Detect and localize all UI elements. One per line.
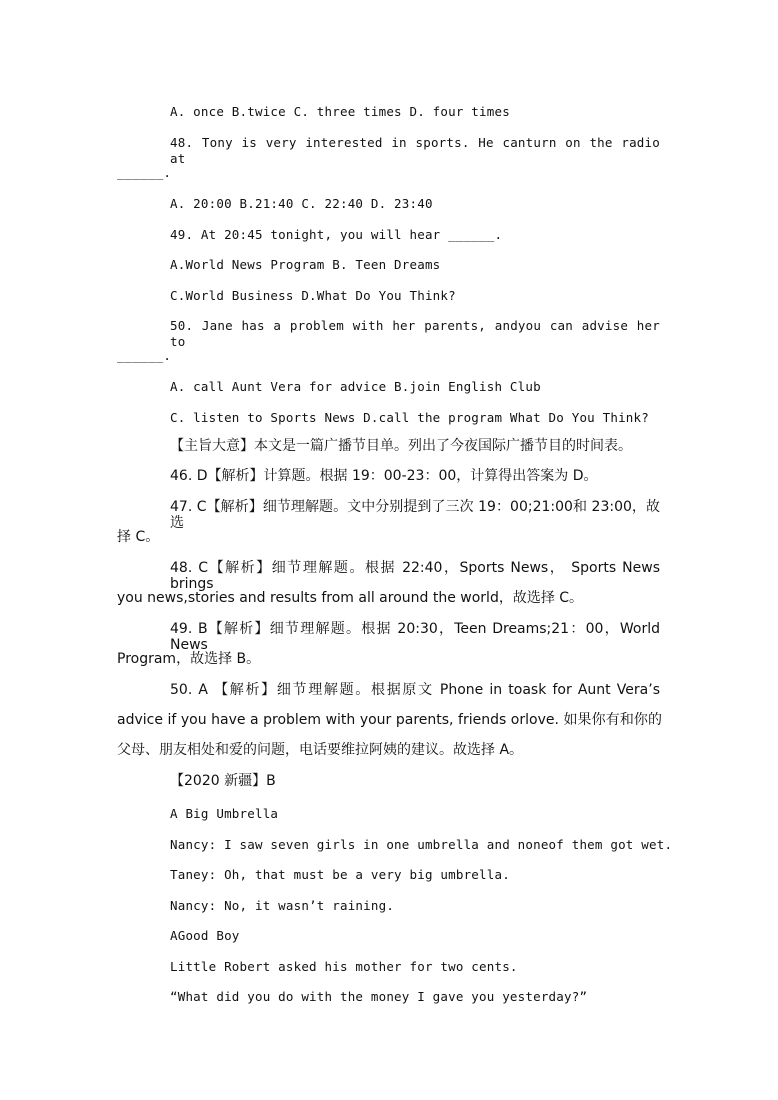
analysis-50: 50. A 【解析】细节理解题。根据原文 Phone in toask for Aunt Vera’s — [170, 682, 660, 698]
analysis-50-translation: 父母、朋友相处和爱的问题，电话要维拉阿姨的建议。故选择 A。 — [117, 742, 524, 758]
analysis-49-cont: Program，故选择 B。 — [117, 651, 261, 667]
question-48-blank: ______. — [117, 165, 172, 180]
answer-options-47: A. once B.twice C. three times D. four times — [170, 104, 510, 119]
analysis-47-cont: 择 C。 — [117, 529, 160, 545]
analysis-47: 47. C【解析】细节理解题。文中分别提到了三次 19：00;21:00和 23:00，故选 — [170, 499, 660, 531]
story-title-1: A Big Umbrella — [170, 806, 279, 821]
answer-options-48: A. 20:00 B.21:40 C. 22:40 D. 23:40 — [170, 196, 433, 211]
analysis-50-cont: advice if you have a problem with your parents, friends orlove. 如果你有和你的 — [117, 712, 662, 728]
answer-options-50-ab: A. call Aunt Vera for advice B.join English Club — [170, 379, 541, 394]
answer-options-49-ab: A.World News Program B. Teen Dreams — [170, 257, 441, 272]
main-idea: 【主旨大意】本文是一篇广播节目单。列出了今夜国际广播节目的时间表。 — [170, 438, 632, 454]
question-50: 50. Jane has a problem with her parents, andyou can advise her to — [170, 318, 660, 349]
story-line-4: Little Robert asked his mother for two cents. — [170, 959, 518, 974]
analysis-48-cont: you news,stories and results from all around the world，故选择 C。 — [117, 590, 584, 606]
story-line-5: “What did you do with the money I gave you yesterday?” — [170, 989, 588, 1004]
story-line-1: Nancy: I saw seven girls in one umbrella and noneof them got wet. — [170, 837, 673, 852]
story-line-2: Taney: Oh, that must be a very big umbrella. — [170, 867, 510, 882]
answer-options-49-cd: C.World Business D.What Do You Think? — [170, 288, 456, 303]
story-title-2: AGood Boy — [170, 928, 240, 943]
question-49: 49. At 20:45 tonight, you will hear ______. — [170, 227, 503, 242]
question-48: 48. Tony is very interested in sports. He canturn on the radio at — [170, 135, 660, 166]
analysis-49: 49. B【解析】细节理解题。根据 20:30，Teen Dreams;21：00，World News — [170, 621, 660, 653]
analysis-46: 46. D【解析】计算题。根据 19：00-23：00，计算得出答案为 D。 — [170, 468, 598, 484]
answer-options-50-cd: C. listen to Sports News D.call the program What Do You Think? — [170, 410, 649, 425]
story-line-3: Nancy: No, it wasn’t raining. — [170, 898, 395, 913]
question-50-blank: ______. — [117, 348, 172, 363]
analysis-48: 48. C【解析】细节理解题。根据 22:40，Sports News， Sports News brings — [170, 560, 660, 592]
section-heading: 【2020 新疆】B — [170, 773, 276, 789]
